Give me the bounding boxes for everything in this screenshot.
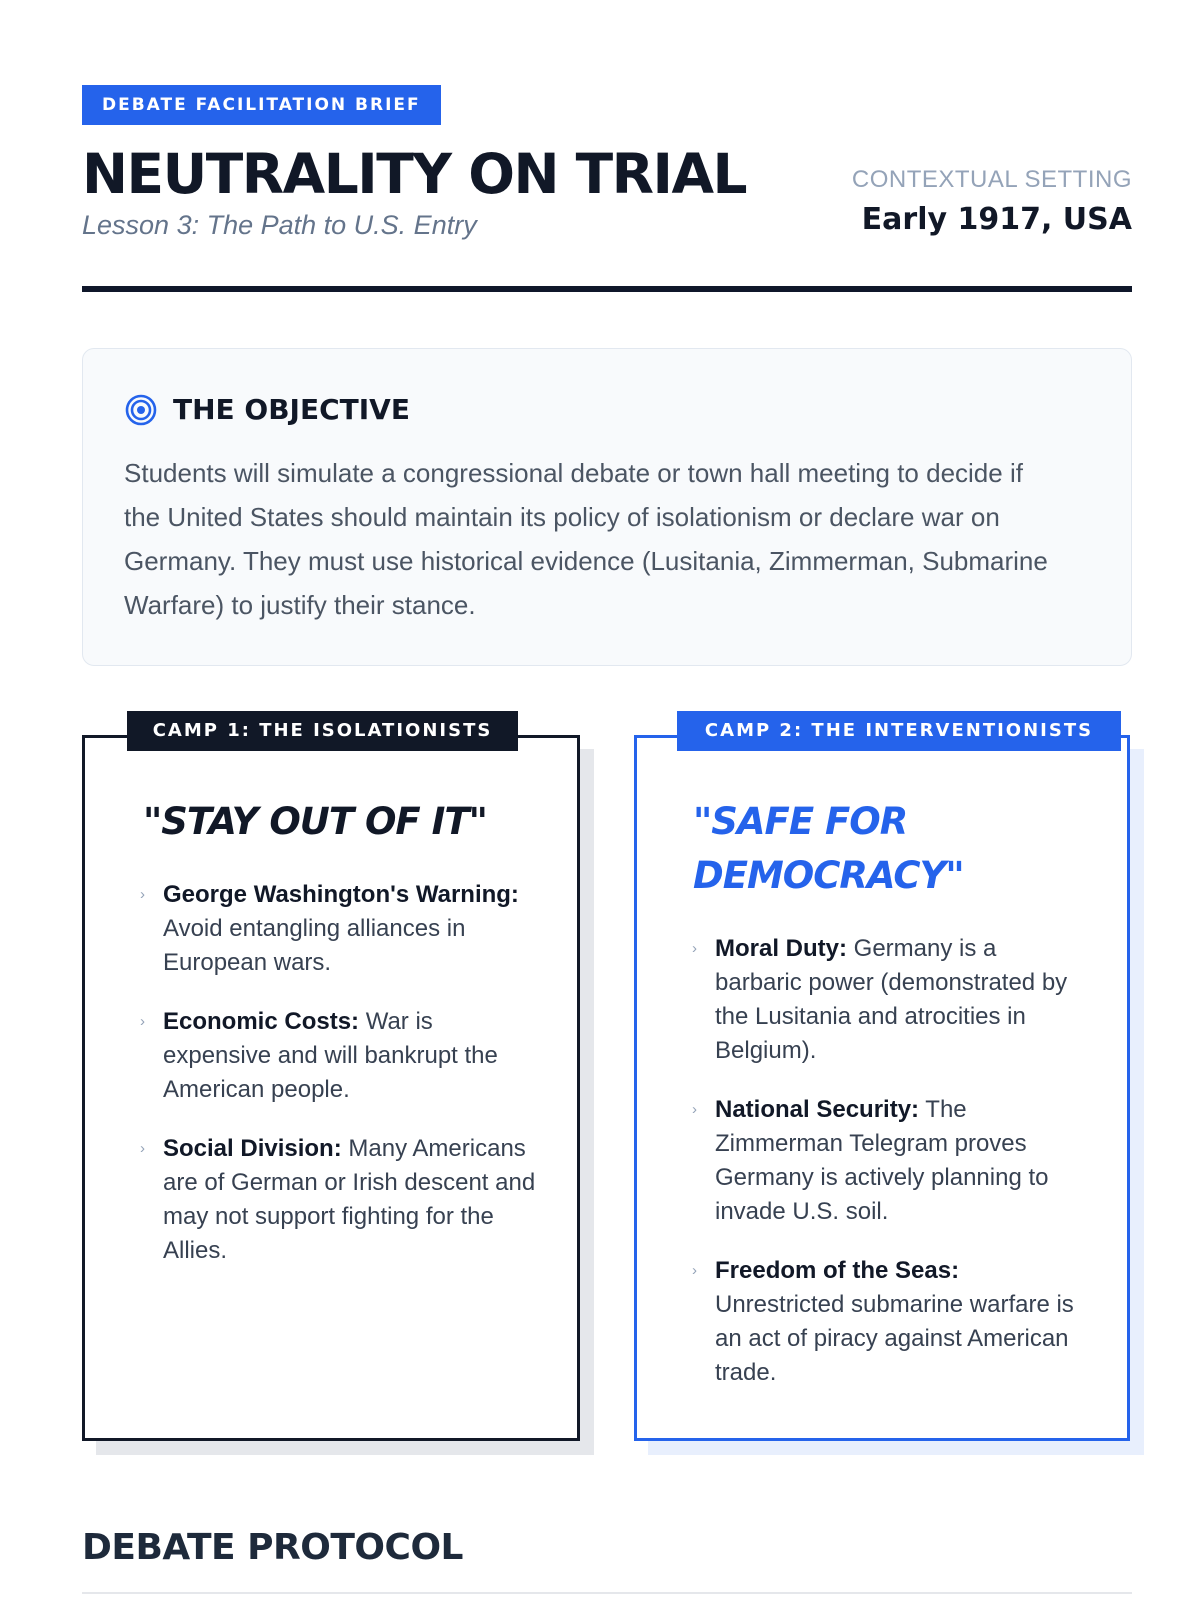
argument-list — [140, 878, 540, 1293]
chevron-right-icon: › — [140, 1140, 145, 1157]
lesson-subtitle: Lesson 3: The Path to U.S. Entry — [82, 210, 477, 240]
argument-title: Social Division: — [163, 1135, 342, 1162]
argument-text: Germany is a barbaric power (demonstrated by the Lusitania and atrocities in Belgium). — [715, 935, 1068, 1064]
objective-text: Students will simulate a congressional debate or town hall meeting to decide if the United States should maintain its policy of isolationism or declare war on Germany. They must use historical evidence (Lusitania, Zimmerman, Submarine Warfare) to justify their stance. — [124, 458, 1048, 620]
chevron-right-icon: › — [140, 1013, 145, 1030]
chevron-right-icon: › — [692, 940, 697, 957]
argument-text: Avoid entangling alliances in European wars. — [163, 915, 466, 976]
objective-title: THE OBJECTIVE — [173, 393, 410, 426]
setting-label: CONTEXTUAL SETTING — [851, 166, 1132, 193]
protocol-title: DEBATE PROTOCOL — [82, 1527, 463, 1568]
camp-slogan: "SAFE FOR DEMOCRACY" — [693, 800, 964, 897]
argument-item — [140, 878, 540, 980]
argument-item — [140, 1132, 540, 1268]
argument-item — [692, 1093, 1082, 1229]
protocol-divider — [82, 1592, 1132, 1594]
target-icon — [125, 394, 157, 426]
argument-item — [692, 1254, 1082, 1390]
setting-value: Early 1917, USA — [861, 202, 1132, 237]
argument-text: Many Americans are of German or Irish descent and may not support fighting for the Allies. — [163, 1135, 536, 1264]
brief-tag: DEBATE FACILITATION BRIEF — [82, 85, 441, 125]
argument-item — [140, 1005, 540, 1107]
argument-list — [692, 932, 1082, 1415]
header-divider — [82, 286, 1132, 292]
camp-tag: CAMP 2: THE INTERVENTIONISTS — [677, 711, 1121, 751]
chevron-right-icon: › — [692, 1101, 697, 1118]
argument-title: Economic Costs: — [163, 1008, 360, 1035]
argument-text: Unrestricted submarine warfare is an act of piracy against American trade. — [715, 1291, 1074, 1386]
camp-interventionists-card — [634, 720, 1130, 1441]
contextual-setting — [852, 166, 1132, 237]
argument-text: War is expensive and will bankrupt the American people. — [163, 1008, 498, 1103]
camp-slogan: "STAY OUT OF IT" — [143, 800, 487, 843]
chevron-right-icon: › — [692, 1262, 697, 1279]
argument-title: Freedom of the Seas: — [715, 1257, 960, 1284]
page-title: NEUTRALITY ON TRIAL — [82, 142, 747, 206]
objective-card — [82, 348, 1132, 666]
chevron-right-icon: › — [140, 886, 145, 903]
argument-title: George Washington's Warning: — [163, 881, 519, 908]
camp-isolationists-card — [82, 720, 580, 1441]
argument-text: The Zimmerman Telegram proves Germany is actively planning to invade U.S. soil. — [715, 1096, 1049, 1225]
argument-title: Moral Duty: — [715, 935, 847, 962]
objective-header — [125, 393, 410, 426]
argument-title: National Security: — [715, 1096, 920, 1123]
brief-page — [82, 0, 1132, 1600]
camp-tag: CAMP 1: THE ISOLATIONISTS — [127, 711, 518, 751]
argument-item — [692, 932, 1082, 1068]
